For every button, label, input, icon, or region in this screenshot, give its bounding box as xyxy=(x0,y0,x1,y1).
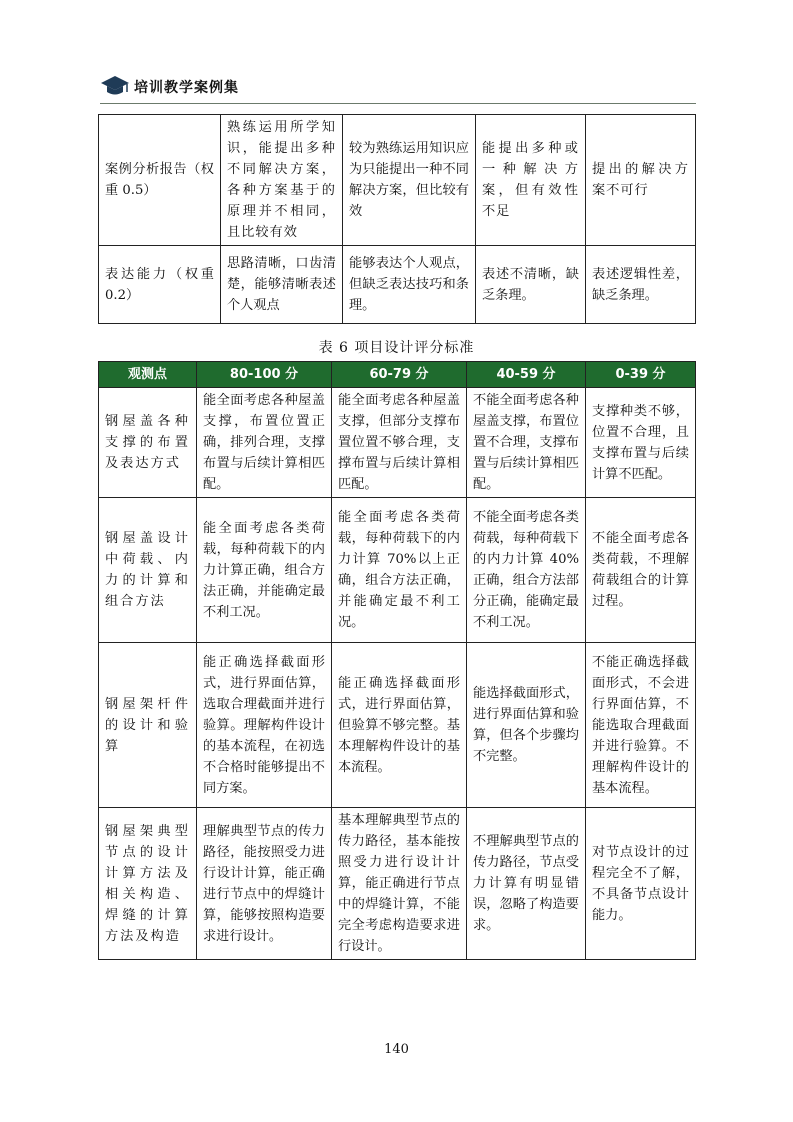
column-header: 0-39 分 xyxy=(586,362,696,388)
table-cell: 表述不清晰，缺乏条理。 xyxy=(476,246,586,324)
table-cell: 能全面考虑各种屋盖支撑，但部分支撑布置位置不够合理，支撑布置与后续计算相匹配。 xyxy=(332,388,467,498)
table-row xyxy=(99,388,696,498)
row-label: 钢屋盖各种支撑的布置及表达方式 xyxy=(99,388,197,498)
table-cell: 能选择截面形式，进行界面估算和验算，但各个步骤均不完整。 xyxy=(467,643,586,808)
table-cell: 支撑种类不够，位置不合理，且支撑布置与后续计算不匹配。 xyxy=(586,388,696,498)
project-design-scoring-table xyxy=(98,361,696,960)
row-label: 钢屋架杆件的设计和验算 xyxy=(99,643,197,808)
table-row xyxy=(99,246,696,324)
header-title: 培训教学案例集 xyxy=(134,80,239,96)
table-cell: 不理解典型节点的传力路径，节点受力计算有明显错误，忽略了构造要求。 xyxy=(467,808,586,960)
table-cell: 提出的解决方案不可行 xyxy=(586,115,696,246)
table-cell: 对节点设计的过程完全不了解，不具备节点设计能力。 xyxy=(586,808,696,960)
table-cell: 表述逻辑性差，缺乏条理。 xyxy=(586,246,696,324)
table-row xyxy=(99,808,696,960)
row-label: 表达能力（权重 0.2） xyxy=(99,246,221,324)
criteria-table-continued xyxy=(98,114,696,324)
table-row xyxy=(99,643,696,808)
table-cell: 不能全面考虑各种屋盖支撑，布置位置不合理，支撑布置与后续计算相匹配。 xyxy=(467,388,586,498)
row-label: 案例分析报告（权重 0.5） xyxy=(99,115,221,246)
column-header: 观测点 xyxy=(99,362,197,388)
column-header: 80-100 分 xyxy=(197,362,332,388)
table-header-row xyxy=(99,362,696,388)
table-cell: 熟练运用所学知识，能提出多种不同解决方案，各种方案基于的原理并不相同，且比较有效 xyxy=(221,115,343,246)
table-cell: 能全面考虑各类荷载，每种荷载下的内力计算正确，组合方法正确，并能确定最不利工况。 xyxy=(197,498,332,643)
column-header: 60-79 分 xyxy=(332,362,467,388)
table-cell: 能提出多种或一种解决方案，但有效性不足 xyxy=(476,115,586,246)
table-cell: 能正确选择截面形式，进行界面估算，但验算不够完整。基本理解构件设计的基本流程。 xyxy=(332,643,467,808)
row-label: 钢屋架典型节点的设计计算方法及相关构造、焊缝的计算方法及构造 xyxy=(99,808,197,960)
table-cell: 能全面考虑各种屋盖支撑，布置位置正确，排列合理，支撑布置与后续计算相匹配。 xyxy=(197,388,332,498)
table-cell: 较为熟练运用知识应为只能提出一种不同解决方案，但比较有效 xyxy=(343,115,476,246)
table-caption: 表 6 项目设计评分标准 xyxy=(318,340,475,356)
table-cell: 思路清晰，口齿清楚，能够清晰表述个人观点 xyxy=(221,246,343,324)
table-cell: 理解典型节点的传力路径，能按照受力进行设计计算，能正确进行节点中的焊缝计算，能够按照构造要求进行设计。 xyxy=(197,808,332,960)
column-header: 40-59 分 xyxy=(467,362,586,388)
table-row xyxy=(99,115,696,246)
table-cell: 能够表达个人观点，但缺乏表达技巧和条理。 xyxy=(343,246,476,324)
table-cell: 能正确选择截面形式，进行界面估算，选取合理截面并进行验算。理解构件设计的基本流程，在初选不合格时能够提出不同方案。 xyxy=(197,643,332,808)
table-cell: 不能全面考虑各类荷载，不理解荷载组合的计算过程。 xyxy=(586,498,696,643)
running-header xyxy=(100,74,700,100)
row-label: 钢屋盖设计中荷载、内力的计算和组合方法 xyxy=(99,498,197,643)
page-number: 140 xyxy=(384,1042,409,1057)
table-cell: 不能正确选择截面形式，不会进行界面估算，不能选取合理截面并进行验算。不理解构件设计的基本流程。 xyxy=(586,643,696,808)
graduation-cap-icon xyxy=(100,74,130,98)
table-cell: 能全面考虑各类荷载，每种荷载下的内力计算 70%以上正确，组合方法正确，并能确定最不利工况。 xyxy=(332,498,467,643)
header-divider xyxy=(100,103,696,104)
table-row xyxy=(99,498,696,643)
table-cell: 不能全面考虑各类荷载，每种荷载下的内力计算 40%正确，组合方法部分正确，能确定最不利工况。 xyxy=(467,498,586,643)
table-cell: 基本理解典型节点的传力路径，基本能按照受力进行设计计算，能正确进行节点中的焊缝计算，不能完全考虑构造要求进行设计。 xyxy=(332,808,467,960)
